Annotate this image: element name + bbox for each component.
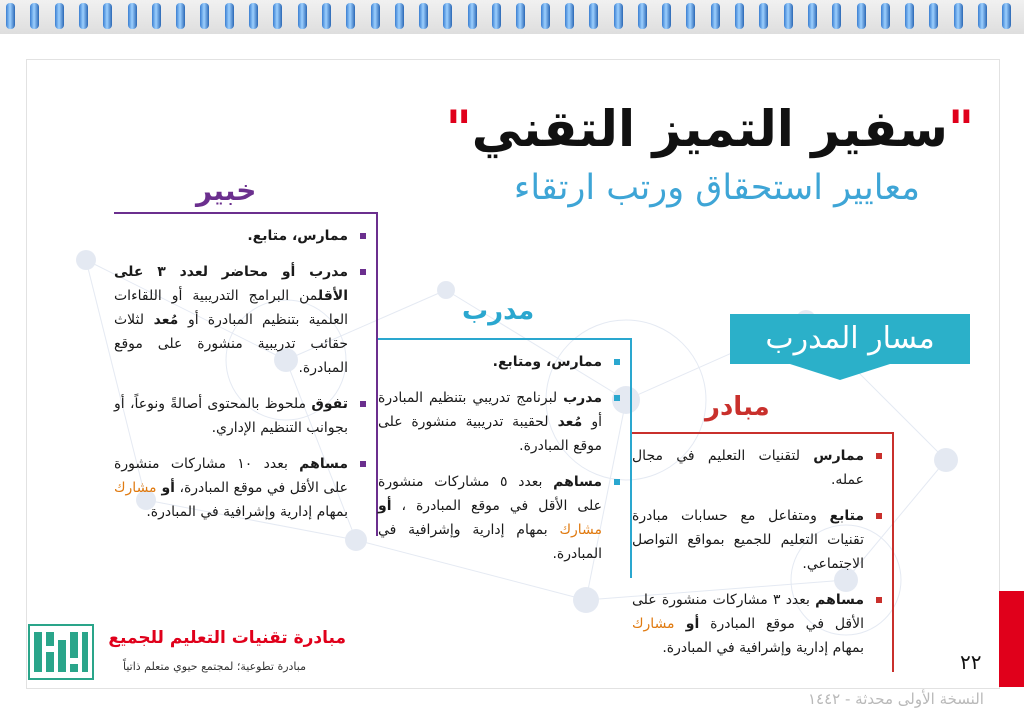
criterion-text: من البرامج التدريبية أو اللقاءات العلمية بتنظيم المبادرة أو xyxy=(114,288,348,328)
binder-ring xyxy=(30,3,39,29)
criterion-connector: أو xyxy=(156,480,175,496)
criterion-item xyxy=(114,224,368,248)
binder-ring xyxy=(711,3,720,29)
criterion-item xyxy=(378,350,622,374)
criterion-tail: لثلاث حقائب تدريبية منشورة على موقع المبادرة. xyxy=(114,312,348,376)
criterion-lead: مدرب أو محاضر لعدد ٣ على الأقل xyxy=(114,264,348,304)
criterion-text: بعدد ١٠ مشاركات منشورة على الأقل في موقع المبادرة، xyxy=(114,456,349,496)
binder-ring xyxy=(395,3,404,29)
binder-ring xyxy=(492,3,501,29)
criterion-text: ومتفاعل مع حسابات مبادرة تقنيات التعليم للجميع بمواقع التواصل الاجتماعي. xyxy=(632,508,864,572)
criterion-item xyxy=(114,392,368,440)
criterion-tail: بمهام إدارية وإشرافية في المبادرة. xyxy=(662,640,864,656)
binder-ring xyxy=(954,3,963,29)
initiator-criteria xyxy=(632,432,894,672)
criterion-lead: متابع xyxy=(829,508,864,524)
binder-ring xyxy=(857,3,866,29)
criterion-item xyxy=(632,444,884,492)
binder-ring xyxy=(614,3,623,29)
level-title-expert: خبير xyxy=(196,174,257,207)
binder-ring xyxy=(103,3,112,29)
criterion-text: بعدد ٣ مشاركات منشورة على الأقل في موقع المبادرة xyxy=(632,592,864,632)
criterion-tail: بمهام إدارية وإشرافية في المبادرة. xyxy=(378,522,602,562)
criterion-connector: مُعد xyxy=(144,312,188,328)
criterion-lead: مساهم xyxy=(815,592,864,608)
criterion-lead: ممارس، متابع. xyxy=(247,228,348,244)
binder-ring xyxy=(1002,3,1011,29)
criterion-item xyxy=(632,504,884,576)
criterion-item xyxy=(632,588,884,660)
criterion-text: لبرنامج تدريبي بتنظيم المبادرة أو xyxy=(378,390,603,430)
binder-ring xyxy=(978,3,987,29)
binder-ring xyxy=(881,3,890,29)
edition-footer: النسخة الأولى محدثة - ١٤٤٢ xyxy=(808,690,984,708)
binder-ring xyxy=(662,3,671,29)
binder-ring xyxy=(516,3,525,29)
criterion-text: لتقنيات التعليم في مجال عمله. xyxy=(632,448,864,488)
binder-ring xyxy=(759,3,768,29)
criterion-lead: تفوق xyxy=(311,396,348,412)
expert-criteria xyxy=(114,212,378,536)
binder-ring xyxy=(322,3,331,29)
criterion-lead: مساهم xyxy=(553,474,602,490)
binder-ring xyxy=(735,3,744,29)
binder-ring xyxy=(152,3,161,29)
criterion-connector: أو xyxy=(378,498,392,514)
binder-ring xyxy=(55,3,64,29)
binder-ring xyxy=(589,3,598,29)
criterion-text: بعدد ٥ مشاركات منشورة على الأقل في موقع المبادرة ، xyxy=(378,474,602,514)
criterion-item xyxy=(378,470,622,566)
initiative-tagline: مبادرة تطوعية؛ لمجتمع حيوي متعلم ذاتياً xyxy=(123,660,306,673)
initiative-logo xyxy=(28,624,94,680)
red-edge-bar xyxy=(999,591,1024,687)
initiative-name: مبادرة تقنيات التعليم للجميع xyxy=(108,628,346,648)
criterion-item xyxy=(114,260,368,380)
binder-ring xyxy=(371,3,380,29)
banner-arrow xyxy=(790,364,890,380)
page-subtitle: معايير استحقاق ورتب ارتقاء xyxy=(513,168,920,208)
criterion-highlight: مشارك xyxy=(559,522,602,538)
binder-ring xyxy=(128,3,137,29)
criterion-highlight: مشارك xyxy=(114,480,157,496)
binder-ring xyxy=(225,3,234,29)
binder-ring xyxy=(905,3,914,29)
binder-ring xyxy=(784,3,793,29)
binder-rings-strip xyxy=(0,0,1024,34)
criterion-text: ملحوظ بالمحتوى أصالةً ونوعاً، أو بجوانب التنظيم الإداري. xyxy=(114,396,348,436)
binder-ring xyxy=(565,3,574,29)
level-title-trainer: مدرب xyxy=(462,296,535,326)
binder-ring xyxy=(176,3,185,29)
criterion-lead: ممارس، ومتابع. xyxy=(492,354,602,370)
binder-ring xyxy=(419,3,428,29)
page-number: ٢٢ xyxy=(960,650,982,674)
binder-ring xyxy=(273,3,282,29)
level-title-initiator: مبادر xyxy=(705,392,770,422)
criterion-tail: لحقيبة تدريبية منشورة على موقع المبادرة. xyxy=(378,414,602,454)
binder-ring xyxy=(686,3,695,29)
binder-ring xyxy=(6,3,15,29)
criterion-connector: أو xyxy=(674,616,700,632)
trainer-criteria xyxy=(378,338,632,578)
binder-ring xyxy=(832,3,841,29)
criterion-connector: مُعد xyxy=(548,414,592,430)
initiative-brand xyxy=(26,620,346,686)
binder-ring xyxy=(298,3,307,29)
page-title: "سفير التميز التقني" xyxy=(445,100,974,158)
criterion-item xyxy=(114,452,368,524)
binder-ring xyxy=(249,3,258,29)
trainer-track-banner: مسار المدرب xyxy=(730,314,970,364)
criterion-lead: ممارس xyxy=(813,448,864,464)
criterion-highlight: مشارك xyxy=(632,616,675,632)
criterion-item xyxy=(378,386,622,458)
criterion-lead: مدرب xyxy=(563,390,602,406)
binder-ring xyxy=(468,3,477,29)
binder-ring xyxy=(929,3,938,29)
binder-ring xyxy=(200,3,209,29)
binder-ring xyxy=(638,3,647,29)
binder-ring xyxy=(541,3,550,29)
binder-ring xyxy=(808,3,817,29)
criterion-tail: بمهام إدارية وإشرافية في المبادرة. xyxy=(146,504,348,520)
binder-ring xyxy=(346,3,355,29)
binder-ring xyxy=(443,3,452,29)
criterion-lead: مساهم xyxy=(299,456,348,472)
binder-ring xyxy=(79,3,88,29)
